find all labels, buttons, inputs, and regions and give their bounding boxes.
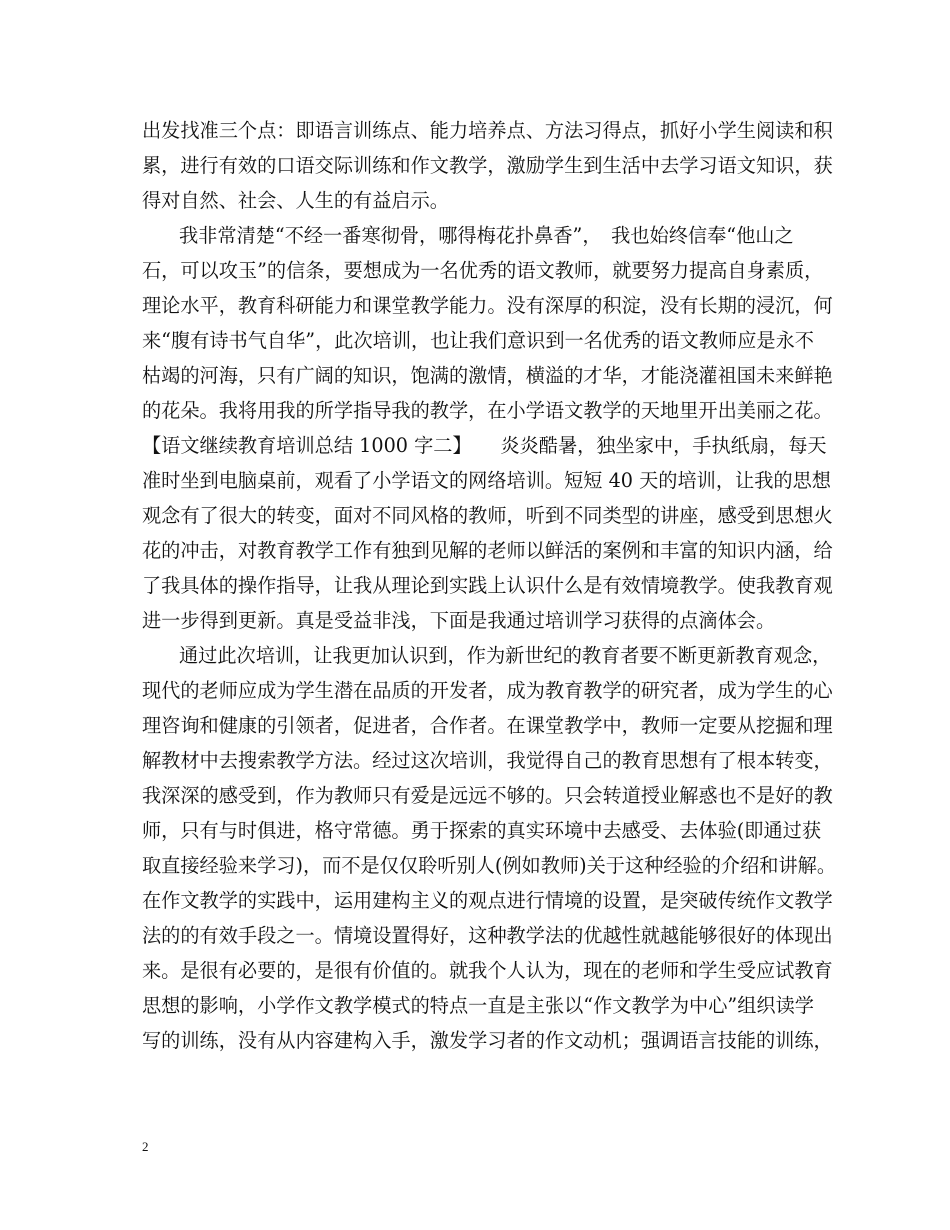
text-line: 观念有了很大的转变，面对不同风格的教师，听到不同类型的讲座，感受到思想火 — [142, 504, 833, 527]
text-line: 准时坐到电脑桌前，观看了小学语文的网络培训。短短 40 天的培训，让我的思想 — [142, 469, 831, 492]
text-line: 进一步得到更新。真是受益非浅，下面是我通过培训学习获得的点滴体会。 — [142, 609, 776, 632]
text-line: 累，进行有效的口语交际训练和作文教学，激励学生到生活中去学习语文知识，获 — [142, 154, 833, 177]
text-line: 写的训练，没有从内容建构入手，激发学习者的作文动机；强调语言技能的训练， — [142, 1029, 833, 1052]
text-line: 在作文教学的实践中，运用建构主义的观点进行情境的设置，是突破传统作文教学 — [142, 889, 833, 912]
text-line: 取直接经验来学习)，而不是仅仅聆听别人(例如教师)关于这种经验的介绍和讲解。 — [142, 854, 837, 877]
text-line: 来。是很有必要的，是很有价值的。就我个人认为，现在的老师和学生受应试教育 — [142, 959, 833, 982]
body-text — [142, 113, 837, 1058]
text-line: 花的冲击，对教育教学工作有独到见解的老师以鲜活的案例和丰富的知识内涵，给 — [142, 539, 833, 562]
text-line: 得对自然、社会、人生的有益启示。 — [142, 189, 449, 212]
text-line: 思想的影响，小学作文教学模式的特点一直是主张以“作文教学为中心”组织读学 — [142, 994, 814, 1017]
text-line: 师，只有与时俱进，格守常德。勇于探索的真实环境中去感受、去体验(即通过获 — [142, 819, 822, 842]
text-line: 解教材中去搜索教学方法。经过这次培训，我觉得自己的教育思想有了根本转变， — [142, 749, 833, 772]
text-line: 理论水平，教育科研能力和课堂教学能力。没有深厚的积淀，没有长期的浸沉，何 — [142, 294, 833, 317]
text-line: 我深深的感受到，作为教师只有爱是远远不够的。只会转道授业解惑也不是好的教 — [142, 784, 833, 807]
text-line: 石，可以攻玉”的信条，要想成为一名优秀的语文教师，就要努力提高自身素质， — [142, 259, 824, 282]
text-line: 出发找准三个点：即语言训练点、能力培养点、方法习得点，抓好小学生阅读和积 — [142, 119, 833, 142]
text-line: 法的的有效手段之一。情境设置得好，这种教学法的优越性就越能够很好的体现出 — [142, 924, 833, 947]
text-line: 通过此次培训，让我更加认识到，作为新世纪的教育者要不断更新教育观念， — [179, 644, 832, 667]
section-heading-line: 【语文继续教育培训总结 1000 字二】 炎炎酷暑，独坐家中，手执纸扇，每天 — [142, 434, 827, 457]
text-line: 了我具体的操作指导，让我从理论到实践上认识什么是有效情境教学。使我教育观 — [142, 574, 833, 597]
text-line: 现代的老师应成为学生潜在品质的开发者，成为教育教学的研究者，成为学生的心 — [142, 679, 833, 702]
text-line: 枯竭的河海，只有广阔的知识，饱满的激情，横溢的才华，才能浇灌祖国未来鲜艳 — [142, 364, 833, 387]
text-line: 我非常清楚“不经一番寒彻骨，哪得梅花扑鼻香”， 我也始终信奉“他山之 — [179, 224, 794, 247]
text-line: 的花朵。我将用我的所学指导我的教学，在小学语文教学的天地里开出美丽之花。 — [142, 399, 833, 422]
text-line: 来“腹有诗书气自华”，此次培训，也让我们意识到一名优秀的语文教师应是永不 — [142, 329, 814, 352]
page-number: 2 — [142, 1139, 149, 1154]
text-line: 理咨询和健康的引领者，促进者，合作者。在课堂教学中，教师一定要从挖掘和理 — [142, 714, 833, 737]
